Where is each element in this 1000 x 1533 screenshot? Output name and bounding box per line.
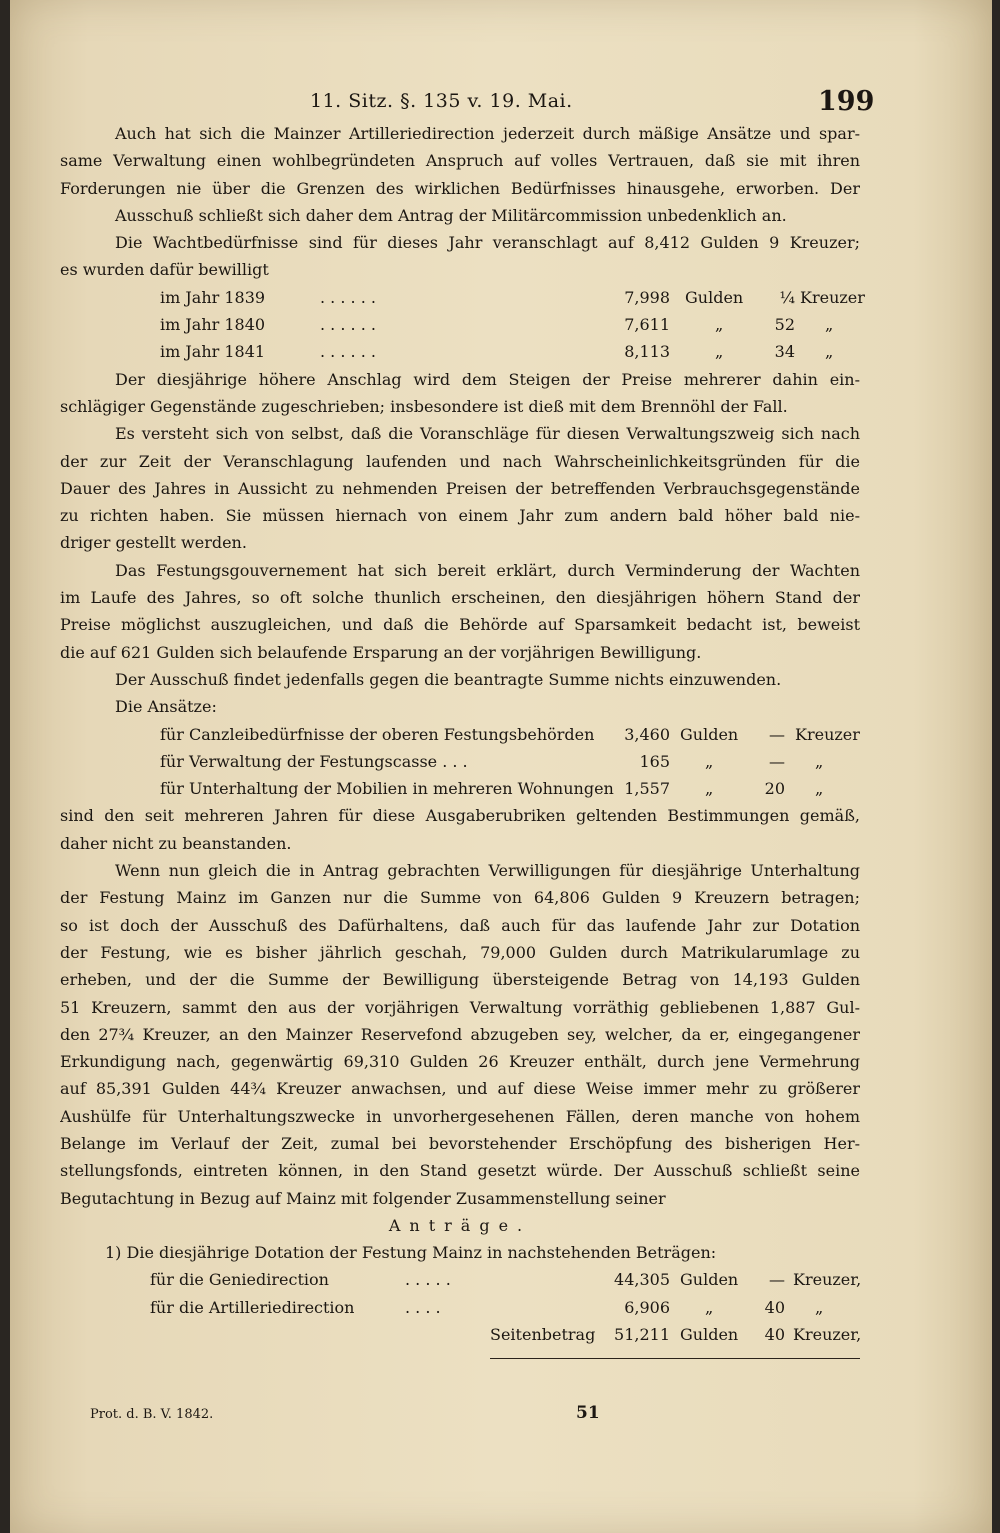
leader-dots: . . . . . . <box>320 342 376 362</box>
gulden-value: 1,557 <box>624 779 670 799</box>
leader-dots: . . . . . <box>405 1270 451 1290</box>
text-line: Der diesjährige höhere Anschlag wird dem Steigen der Preise mehrerer dahin ein- <box>115 369 860 389</box>
kreuzer-unit: Kreuzer <box>795 724 860 744</box>
kreuzer-unit: Kreuzer, <box>793 1270 862 1290</box>
gulden-unit: Gulden <box>680 724 739 744</box>
gulden-value: 8,113 <box>624 342 670 362</box>
kreuzer-value: ¼ <box>779 287 795 307</box>
text-line: Das Festungsgouvernement hat sich bereit erklärt, durch Verminderung der Wachten <box>115 560 860 580</box>
text-line: auf 85,391 Gulden 44¾ Kreuzer anwachsen, und auf diese Weise immer mehr zu größerer <box>60 1079 860 1099</box>
subtotal-label: Seitenbetrag <box>490 1325 596 1345</box>
kreuzer-unit: „ <box>825 342 834 362</box>
leader-dots: . . . . . . <box>320 315 376 335</box>
document-page <box>10 0 992 1533</box>
dotation-row <box>60 1266 860 1293</box>
antrag-1: 1) Die diesjährige Dotation der Festung Mainz in nachstehenden Beträgen: <box>105 1243 717 1263</box>
page-number: 199 <box>818 86 875 117</box>
gulden-unit: „ <box>705 1297 714 1317</box>
text-line: die auf 621 Gulden sich belaufende Ersparung an der vorjährigen Bewilligung. <box>60 642 702 662</box>
kreuzer-value: 34 <box>774 342 795 362</box>
gulden-unit: Gulden <box>685 287 744 307</box>
text-line: Forderungen nie über die Grenzen des wirklichen Bedürfnisses hinausgehe, erworben. Der <box>60 178 860 198</box>
text-line: Belange im Verlauf der Zeit, zumal bei bevorstehender Erschöpfung des bisherigen Her- <box>60 1133 860 1153</box>
gulden-value: 6,906 <box>624 1297 670 1317</box>
text-line: der Festung Mainz im Ganzen nur die Summe von 64,806 Gulden 9 Kreuzern betragen; <box>60 888 860 908</box>
sum-rule <box>490 1358 860 1359</box>
leader-dots: . . . . <box>405 1297 441 1317</box>
year-row <box>60 284 865 311</box>
subtotal-row <box>60 1321 860 1348</box>
text-line: Dauer des Jahres in Aussicht zu nehmenden Preisen der betreffenden Verbrauchsgegenstände <box>60 478 860 498</box>
kreuzer-value: — <box>769 751 785 771</box>
gulden-value: 7,611 <box>624 315 670 335</box>
text-line: Die Ansätze: <box>115 697 217 717</box>
kreuzer-unit: „ <box>825 315 834 335</box>
kreuzer-value: — <box>769 1270 785 1290</box>
subtotal-gulden: 51,211 <box>614 1325 670 1345</box>
gulden-value: 165 <box>639 751 670 771</box>
kreuzer-value: 20 <box>764 779 785 799</box>
text-line: driger gestellt werden. <box>60 533 247 553</box>
leader-dots: . . . . . . <box>320 287 376 307</box>
gulden-value: 3,460 <box>624 724 670 744</box>
kreuzer-unit: „ <box>815 1297 824 1317</box>
text-line: stellungsfonds, eintreten können, in den Stand gesetzt würde. Der Ausschuß schließt seine <box>60 1161 860 1181</box>
kreuzer-value: 40 <box>764 1297 785 1317</box>
page-footer <box>10 1405 992 1429</box>
kreuzer-value: — <box>769 724 785 744</box>
kreuzer-unit: Kreuzer <box>800 287 865 307</box>
subtotal-kreuzer-unit: Kreuzer, <box>793 1325 862 1345</box>
ansatz-row <box>60 775 860 802</box>
text-line: erheben, und der die Summe der Bewilligung übersteigende Betrag von 14,193 Gulden <box>60 970 860 990</box>
signature-mark: 51 <box>576 1403 600 1423</box>
gulden-value: 7,998 <box>624 287 670 307</box>
dotation-row <box>60 1294 860 1321</box>
ansatz-label: für Verwaltung der Festungscasse . . . <box>160 751 468 771</box>
gulden-unit: „ <box>715 342 724 362</box>
running-head: 11. Sitz. §. 135 v. 19. Mai. <box>310 90 573 112</box>
text-line: so ist doch der Ausschuß des Dafürhaltens, daß auch für das laufende Jahr zur Dotation <box>60 915 860 935</box>
ansatz-label: für Unterhaltung der Mobilien in mehreren Wohnungen <box>160 779 614 799</box>
text-line: Wenn nun gleich die in Antrag gebrachten Verwilligungen für diesjährige Unterhaltung <box>115 861 860 881</box>
gulden-value: 44,305 <box>614 1270 670 1290</box>
text-line: der Festung, wie es bisher jährlich geschah, 79,000 Gulden durch Matrikularumlage zu <box>60 942 860 962</box>
text-line: Begutachtung in Bezug auf Mainz mit folgender Zusammenstellung seiner <box>60 1188 666 1208</box>
text-line: 51 Kreuzern, sammt den aus der vorjährigen Verwaltung vorräthig gebliebenen 1,887 Gul- <box>60 997 860 1017</box>
text-line: Preise möglichst auszugleichen, und daß die Behörde auf Sparsamkeit bedacht ist, beweist <box>60 615 860 635</box>
text-line: im Laufe des Jahres, so oft solche thunlich erscheinen, den diesjährigen höhern Stand der <box>60 588 860 608</box>
year-label: im Jahr 1839 <box>160 287 266 307</box>
text-line: Es versteht sich von selbst, daß die Voranschläge für diesen Verwaltungszweig sich nach <box>115 424 860 444</box>
gulden-unit: „ <box>705 779 714 799</box>
dotation-label: für die Geniedirection <box>150 1270 329 1290</box>
gulden-unit: „ <box>715 315 724 335</box>
text-line: der zur Zeit der Veranschlagung laufenden und nach Wahrscheinlichkeitsgründen für die <box>60 451 860 471</box>
subtotal-gulden-unit: Gulden <box>680 1325 739 1345</box>
year-row <box>60 338 860 365</box>
kreuzer-value: 52 <box>774 315 795 335</box>
year-row <box>60 311 860 338</box>
antraege-heading: Anträge. <box>388 1215 532 1235</box>
year-label: im Jahr 1840 <box>160 315 266 335</box>
subtotal-kreuzer: 40 <box>764 1325 785 1345</box>
text-line: Ausschuß schließt sich daher dem Antrag der Militärcommission unbedenklich an. <box>115 205 787 225</box>
text-line: den 27¾ Kreuzer, an den Mainzer Reservefond abzugeben sey, welcher, da er, eingegangener <box>60 1024 860 1044</box>
kreuzer-unit: „ <box>815 779 824 799</box>
signature-left: Prot. d. B. V. 1842. <box>90 1407 214 1422</box>
page-header <box>10 86 992 118</box>
text-line: es wurden dafür bewilligt <box>60 260 269 280</box>
kreuzer-unit: „ <box>815 751 824 771</box>
gulden-unit: Gulden <box>680 1270 739 1290</box>
text-line: Erkundigung nach, gegenwärtig 69,310 Gulden 26 Kreuzer enthält, durch jene Vermehrung <box>60 1052 860 1072</box>
text-line: Auch hat sich die Mainzer Artilleriedirection jederzeit durch mäßige Ansätze und spar- <box>115 124 860 143</box>
ansatz-row <box>60 748 860 775</box>
text-line: sind den seit mehreren Jahren für diese Ausgaberubriken geltenden Bestimmungen gemäß, <box>60 806 860 826</box>
text-line: Die Wachtbedürfnisse sind für dieses Jahr veranschlagt auf 8,412 Gulden 9 Kreuzer; <box>115 233 860 253</box>
ansatz-label: für Canzleibedürfnisse der oberen Festungsbehörden <box>160 724 595 744</box>
text-line: schlägiger Gegenstände zugeschrieben; insbesondere ist dieß mit dem Brennöhl der Fall. <box>60 396 788 416</box>
ansatz-row <box>60 721 860 748</box>
text-line: daher nicht zu beanstanden. <box>60 833 292 853</box>
text-line: Aushülfe für Unterhaltungszwecke in unvorhergesehenen Fällen, deren manche von hohem <box>60 1106 860 1126</box>
text-line: Der Ausschuß findet jedenfalls gegen die beantragte Summe nichts einzuwenden. <box>115 669 782 689</box>
gulden-unit: „ <box>705 751 714 771</box>
dotation-label: für die Artilleriedirection <box>150 1297 355 1317</box>
text-line: same Verwaltung einen wohlbegründeten Anspruch auf volles Vertrauen, daß sie mit ihren <box>60 151 860 171</box>
year-label: im Jahr 1841 <box>160 342 266 362</box>
body-text <box>60 120 865 1348</box>
text-line: zu richten haben. Sie müssen hiernach von einem Jahr zum andern bald höher bald nie- <box>60 506 860 526</box>
